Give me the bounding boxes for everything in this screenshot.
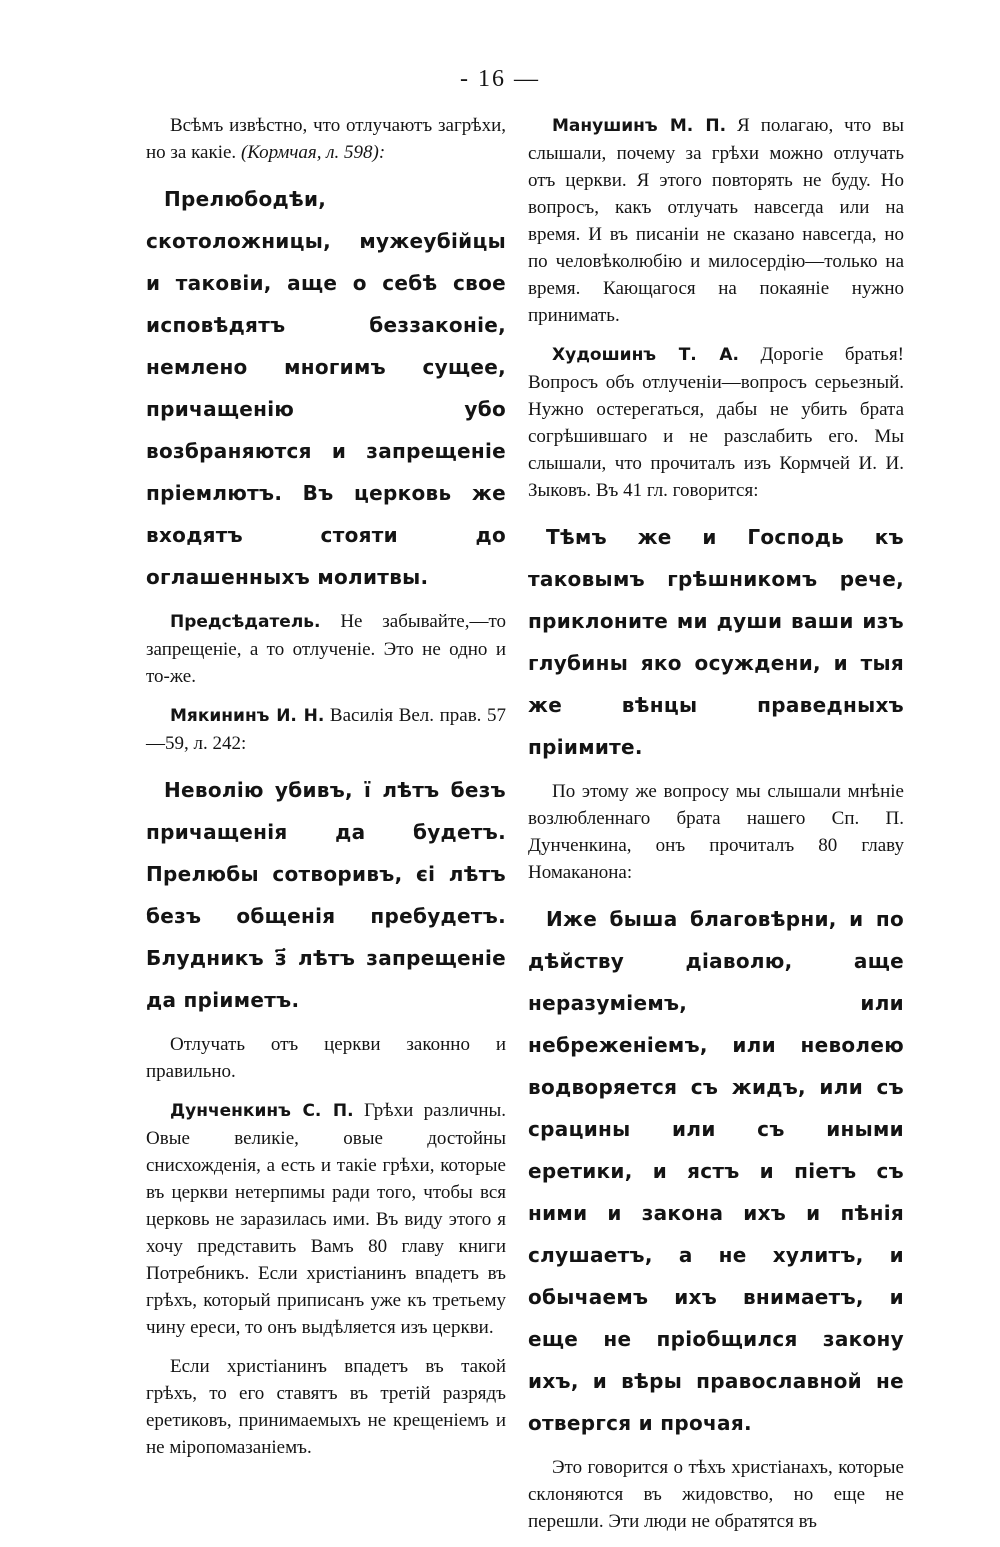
speaker-name: Предсѣдатель. <box>170 612 321 632</box>
church-slavonic-quote: Неволію убивъ, ї лѣтъ безъ причащенія да будетъ. Прелюбы сотворивъ, єі лѣтъ безъ общенія пребудетъ. Блудникъ з҃ лѣтъ запрещеніе да пріиметъ. <box>146 778 506 1012</box>
paragraph-opening <box>146 112 506 166</box>
paragraph-speech <box>146 608 506 690</box>
paragraph-text: Не забывайте,—то запрещеніе, а то отлученіе. Это не одно и то-же. <box>146 611 507 687</box>
speaker-name: Дунченкинъ С. П. <box>170 1101 354 1121</box>
paragraph-speech <box>146 1097 506 1341</box>
paragraph-speech <box>528 112 904 329</box>
church-slavonic-quote: Прелюбодѣи, скотоложницы, мужеубійцы и таковіи, аще о себѣ свое исповѣдятъ беззаконіе, немлено многимъ сущее, причащенію убо возбраняются и запрещеніе пріемлютъ. Въ церковь же входятъ стояти до оглашенныхъ молитвы. <box>146 187 506 589</box>
paragraph-text-block: По этому же вопросу мы слышали мнѣніе возлюбленнаго брата нашего Сп. П. Дунченкина, онъ прочиталъ 80 главу Номаканона: <box>528 781 904 883</box>
paragraph-text-block: Это говорится о тѣхъ христіанахъ, которые склоняются въ жидовство, но еще не перешли. Эти люди не обратятся въ <box>528 1457 904 1532</box>
paragraph-text: Всѣмъ извѣстно, что отлучаютъ загрѣхи, но за какіе. <box>146 115 506 163</box>
speaker-name: Манушинъ М. П. <box>552 116 727 136</box>
left-column <box>146 112 506 1473</box>
source-reference: (Кормчая, л. 598): <box>240 142 386 163</box>
page-number: - 16 — <box>460 66 540 92</box>
paragraph-text: Грѣхи различны. Овые великіе, овые достойны снисхожденія, а есть и такіе грѣхи, которые въ церкви нетерпимы ради того, чтобы вся церковь не заразилась ими. Въ виду этого я хочу представить Вамъ 80 главу книги Потребникъ. Если христіанинъ впадетъ въ грѣхъ, который приписанъ уже къ третьему чину ереси, то онъ выдѣляется изъ церкви. <box>146 1100 507 1338</box>
paragraph-speech <box>146 702 506 757</box>
speaker-name: Мякининъ И. Н. <box>170 706 325 726</box>
church-slavonic-quote: Тѣмъ же и Господь къ таковымъ грѣшникомъ рече, приклоните ми души ваши изъ глубины яко осуждени, и тыя же вѣнцы праведныхъ пріимите. <box>528 525 904 759</box>
right-column <box>528 112 904 1547</box>
paragraph-text: Дорогіе братья! Вопросъ объ отлученіи—вопросъ серьезный. Нужно остерегаться, дабы не убить брата согрѣшившаго и не разслабить его. Мы слышали, что прочиталъ изъ Кормчей И. И. Зыковъ. Въ 41 гл. говорится: <box>528 344 905 501</box>
paragraph-text-block: Отлучать отъ церкви законно и правильно. <box>146 1034 506 1082</box>
church-slavonic-quote: Иже быша благовѣрни, и по дѣйству діаволю, аще неразуміемъ, или небреженіемъ, или неволею водворяется съ жидъ, или съ срацины или съ иными еретики, и ястъ и піетъ съ ними и закона ихъ и пѣнія слушаетъ, а не хулитъ, и обычаемъ ихъ внимаетъ, и еще не пріобщился закону ихъ, и вѣры православной не отвергся и прочая. <box>528 907 904 1435</box>
paragraph-text: Я полагаю, что вы слышали, почему за грѣхи можно отлучать отъ церкви. Я этого повторять не буду. Но вопросъ, какъ отлучать навсегда или на время. И въ писаніи не сказано навсегда, но по человѣколюбію и милосердію—только на время. Кающагося на покаяніе нужно принимать. <box>528 115 904 326</box>
paragraph-speech <box>528 341 904 504</box>
paragraph-text: Василія Вел. прав. 57—59, л. 242: <box>146 705 506 754</box>
speaker-name: Худошинъ Т. А. <box>552 345 739 365</box>
paragraph-text-block: Если христіанинъ впадетъ въ такой грѣхъ, то его ставятъ въ третій разрядъ еретиковъ, принимаемыхъ не крещеніемъ и не міропомазаніемъ. <box>146 1356 506 1458</box>
